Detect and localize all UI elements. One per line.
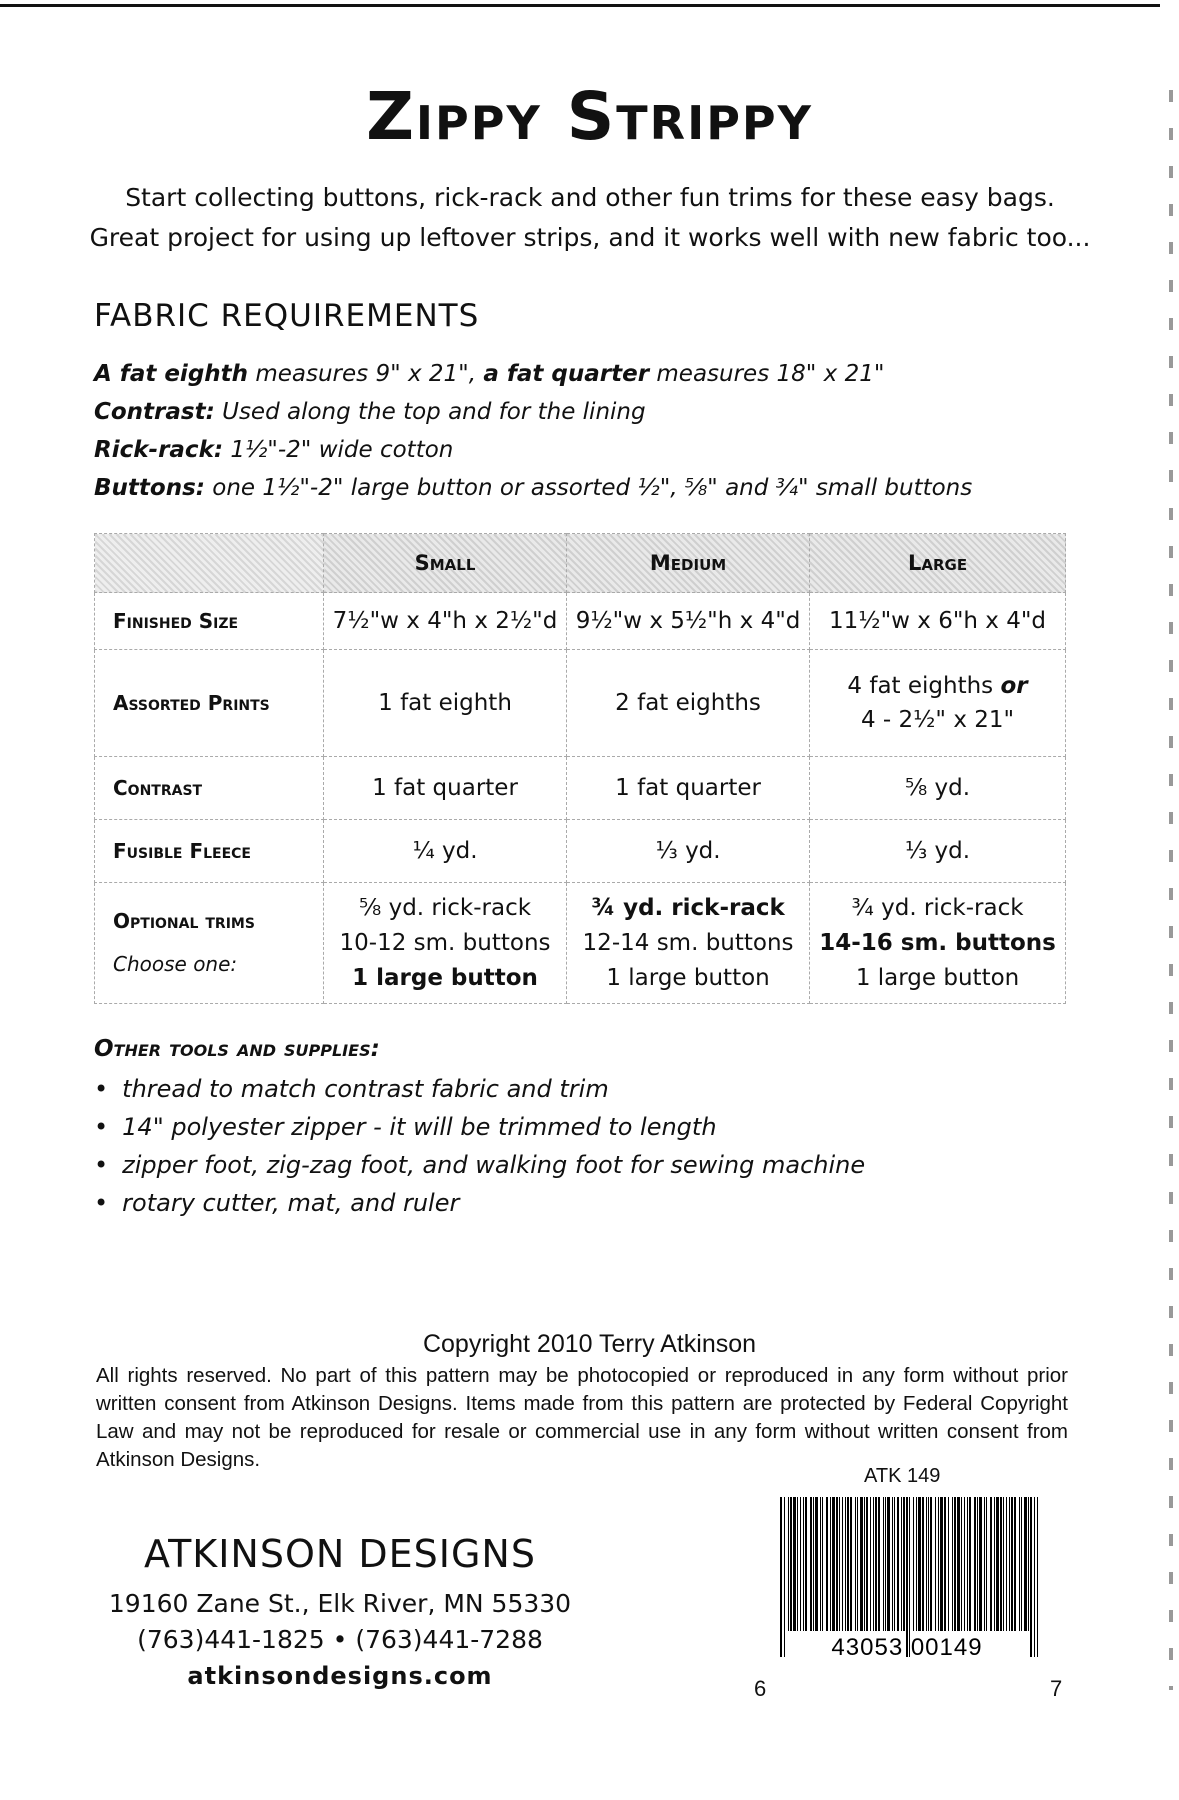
barcode-bar (903, 1497, 905, 1631)
barcode-bar (928, 1497, 929, 1631)
barcode-bar (1006, 1497, 1007, 1631)
barcode-bar (961, 1497, 962, 1631)
table-cell (324, 883, 567, 1004)
tools-heading: Other tools and supplies: (94, 1036, 380, 1062)
rick-rack-text: 1½"-2" wide cotton (223, 437, 454, 463)
barcode-bar (990, 1497, 992, 1631)
barcode-bar (954, 1497, 956, 1631)
table-cell: 1 fat quarter (324, 757, 567, 820)
barcode-bar (1021, 1497, 1022, 1631)
rick-rack-label: Rick-rack: (94, 437, 224, 463)
contrast-text: Used along the top and for the lining (214, 399, 646, 425)
barcode-bar (984, 1497, 985, 1631)
copyright-heading: Copyright 2010 Terry Atkinson (422, 1330, 757, 1358)
barcode-bar (805, 1497, 807, 1631)
table-row (95, 650, 1066, 757)
page-edge-marks (1169, 90, 1173, 1690)
table-corner-cell (95, 534, 324, 593)
barcode-bar (1028, 1497, 1029, 1631)
barcode-bar (938, 1497, 939, 1631)
row-label: Finished Size (95, 593, 324, 650)
pattern-title: Zippy Strippy (366, 78, 813, 155)
table-cell (810, 883, 1066, 1004)
barcode-bar (994, 1497, 995, 1631)
list-item: • zipper foot, zig-zag foot, and walking foot for sewing machine (94, 1146, 865, 1184)
barcode-bar (800, 1497, 801, 1631)
barcode-bar (784, 1497, 785, 1657)
buttons-line (94, 469, 972, 507)
barcode-bar (826, 1497, 828, 1631)
trim-option: ¾ yd. rick-rack (851, 894, 1024, 921)
barcode-bar (1034, 1497, 1035, 1657)
company-info (100, 1532, 580, 1690)
barcode-bar (969, 1497, 971, 1631)
barcode-bar (897, 1497, 899, 1631)
company-website[interactable]: atkinsondesigns.com (187, 1662, 493, 1690)
column-large: Large (810, 534, 1066, 593)
barcode (776, 1497, 1044, 1659)
table-cell: 11½"w x 6"h x 4"d (810, 593, 1066, 650)
barcode-bar (875, 1497, 877, 1631)
barcode-bar (957, 1497, 960, 1631)
barcode-bar (1037, 1497, 1038, 1657)
table-cell (567, 883, 810, 1004)
barcode-bar (974, 1497, 976, 1631)
barcode-bar (918, 1497, 921, 1631)
row-label: Assorted Prints (95, 650, 324, 757)
contrast-label: Contrast: (94, 399, 215, 425)
top-rule (0, 4, 1160, 7)
barcode-bar (830, 1497, 831, 1631)
barcode-bar (1003, 1497, 1004, 1631)
list-item: • rotary cutter, mat, and ruler (94, 1184, 865, 1222)
barcode-bar (935, 1497, 936, 1631)
trim-option: 12-14 sm. buttons (582, 929, 794, 956)
company-phones: (763)441-1825 • (763)441-7288 (137, 1625, 543, 1654)
barcode-bar (901, 1497, 902, 1631)
trim-option: 10-12 sm. buttons (339, 929, 551, 956)
company-address: 19160 Zane St., Elk River, MN 55330 (108, 1589, 572, 1618)
trim-option-highlight: ¾ yd. rick-rack (591, 894, 785, 921)
barcode-bar (847, 1497, 849, 1631)
barcode-bar (913, 1497, 914, 1631)
barcode-bar (885, 1497, 886, 1631)
table-cell: ⅓ yd. (810, 820, 1066, 883)
trim-option: 1 large button (606, 964, 770, 991)
barcode-bar (892, 1497, 893, 1631)
barcode-bar (916, 1497, 917, 1631)
copyright-notice: All rights reserved. No part of this pattern may be photocopied or reproduced in any form without prior written consent from Atkinson Designs. Items made from this pattern are protected by Federal Copyright Law and may not be reproduced for resale or commercial use in any form without written consent from Atkinson Designs. (96, 1364, 1068, 1471)
barcode-bar (996, 1497, 999, 1631)
row-label: Fusible Fleece (95, 820, 324, 883)
barcode-bar (1009, 1497, 1010, 1631)
barcode-bar (979, 1497, 982, 1631)
table-cell: 9½"w x 5½"h x 4"d (567, 593, 810, 650)
barcode-bar (836, 1497, 838, 1631)
barcode-bar (850, 1497, 852, 1631)
intro-line: Start collecting buttons, rick-rack and other fun trims for these easy bags. (125, 183, 1055, 212)
row-label: Contrast (95, 757, 324, 820)
trim-option-highlight: 14-16 sm. buttons (819, 929, 1056, 956)
barcode-bar (793, 1497, 796, 1631)
barcode-bar (986, 1497, 987, 1631)
choose-one-note: Choose one: (113, 952, 238, 976)
intro-text (60, 178, 1120, 258)
barcode-bar (815, 1497, 818, 1631)
list-item: • 14" polyester zipper - it will be trimmed to length (94, 1108, 865, 1146)
barcode-bar (967, 1497, 968, 1631)
or-text: or (1000, 673, 1028, 699)
barcode-bar (866, 1497, 868, 1631)
barcode-bar (855, 1497, 856, 1631)
barcode-bar (810, 1497, 812, 1631)
barcode-bar (894, 1497, 895, 1631)
barcode-bar (926, 1497, 927, 1631)
barcode-bar (813, 1497, 814, 1631)
trim-option: 1 large button (855, 964, 1020, 991)
large-prints-text: 4 fat eighths (847, 673, 1001, 699)
fabric-requirements-heading: FABRIC REQUIREMENTS (94, 298, 480, 334)
barcode-bar (940, 1497, 943, 1631)
barcode-bar (873, 1497, 874, 1631)
fat-quarter-measure: measures 18" x 21" (649, 361, 885, 387)
trim-option: ⁵⁄₈ yd. rick-rack (358, 894, 532, 921)
rick-rack-line (94, 431, 972, 469)
column-small: Small (324, 534, 567, 593)
barcode-bar (820, 1497, 821, 1631)
barcode-bar (1019, 1497, 1020, 1631)
table-cell: ⁵⁄₈ yd. (810, 757, 1066, 820)
column-medium: Medium (567, 534, 810, 593)
tools-list (94, 1070, 865, 1222)
barcode-bar (906, 1497, 908, 1657)
fat-measure-line (94, 355, 972, 393)
barcode-bar (839, 1497, 840, 1631)
trim-option-highlight: 1 large button (352, 964, 538, 991)
fat-eighth-term: A fat eighth (94, 361, 249, 387)
barcode-bar (857, 1497, 858, 1631)
table-cell: ⅓ yd. (567, 820, 810, 883)
product-code: ATK 149 (864, 1465, 941, 1487)
table-cell: ¼ yd. (324, 820, 567, 883)
company-name: ATKINSON DESIGNS (144, 1532, 536, 1576)
barcode-bar (944, 1497, 946, 1631)
fabric-requirements-list (94, 355, 972, 507)
size-requirements-table (94, 533, 1066, 1004)
intro-line: Great project for using up leftover strips, and it works well with new fabric too... (89, 223, 1091, 252)
table-cell (810, 650, 1066, 757)
barcode-bar (788, 1497, 789, 1631)
buttons-label: Buttons: (94, 475, 205, 501)
buttons-text: one 1½"-2" large button or assorted ½", ⁵⁄₈" and ¾" small buttons (204, 475, 973, 501)
table-row (95, 593, 1066, 650)
contrast-line (94, 393, 972, 431)
table-row (95, 757, 1066, 820)
table-cell: 7½"w x 4"h x 2½"d (324, 593, 567, 650)
barcode-bar (797, 1497, 798, 1631)
barcode-bar (860, 1497, 863, 1631)
fat-quarter-term: a fat quarter (483, 361, 650, 387)
barcode-bar (887, 1497, 890, 1631)
optional-trims-label: Optional trims (113, 909, 255, 933)
fat-eighth-measure: measures 9" x 21", (248, 361, 484, 387)
barcode-bar (948, 1497, 949, 1631)
barcode-bar (864, 1497, 865, 1631)
list-item: • thread to match contrast fabric and trim (94, 1070, 865, 1108)
barcode-bar (977, 1497, 978, 1631)
barcode-bar (780, 1497, 782, 1657)
barcode-bar (845, 1497, 846, 1631)
barcode-bar (909, 1497, 910, 1657)
barcode-bar (1000, 1497, 1002, 1631)
barcode-bar (790, 1497, 792, 1631)
barcode-right-digit: 7 (1050, 1676, 1063, 1701)
table-cell: 2 fat eighths (567, 650, 810, 757)
barcode-bar (842, 1497, 843, 1631)
barcode-bar (822, 1497, 823, 1631)
table-cell: 1 fat eighth (324, 650, 567, 757)
row-label (95, 883, 324, 1004)
barcode-bar (1014, 1497, 1016, 1631)
barcode-bar (922, 1497, 924, 1631)
table-row (95, 883, 1066, 1004)
barcode-bar (952, 1497, 953, 1631)
barcode-bar (964, 1497, 965, 1631)
barcode-bar (883, 1497, 884, 1631)
barcode-bar (878, 1497, 880, 1631)
barcode-bar (1011, 1497, 1013, 1631)
table-header-row (95, 534, 1066, 593)
barcode-bar (1030, 1497, 1032, 1657)
large-prints-alt: 4 - 2½" x 21" (860, 707, 1015, 733)
table-row (95, 820, 1066, 883)
barcode-bar (803, 1497, 804, 1631)
barcode-bar (1024, 1497, 1027, 1631)
barcode-number: 43053 00149 (831, 1634, 983, 1659)
table-cell: 1 fat quarter (567, 757, 810, 820)
barcode-bar (870, 1497, 871, 1631)
barcode-bar (832, 1497, 835, 1631)
barcode-left-digit: 6 (754, 1676, 767, 1701)
barcode-bar (930, 1497, 932, 1631)
large-prints-line (810, 673, 1065, 699)
